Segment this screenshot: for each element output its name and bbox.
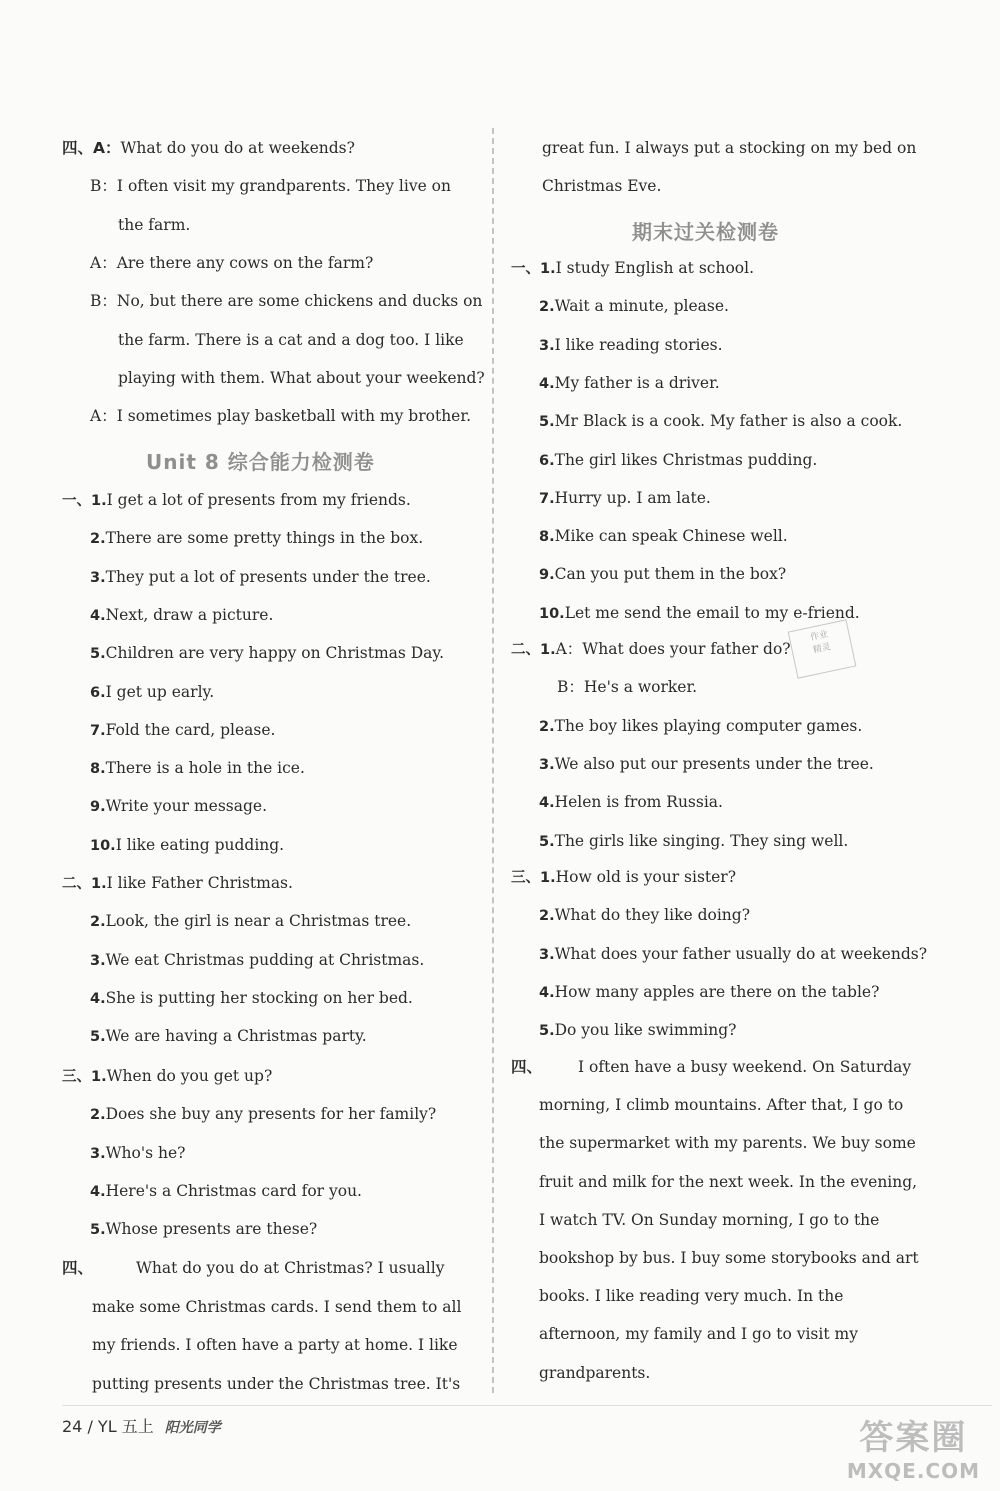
answer-line (90, 835, 284, 856)
item-number: 9. (539, 567, 555, 584)
item-number: 一、1. (511, 261, 556, 277)
item-number: 4. (539, 984, 555, 1001)
item-number: 3. (539, 946, 555, 963)
answer-line (90, 1026, 367, 1047)
passage-text: morning, I climb mountains. After that, I go to (539, 1096, 904, 1115)
item-number: 7. (539, 490, 555, 507)
section-label-line (511, 1057, 542, 1077)
answer-line (539, 792, 723, 813)
dialogue-text: No, but there are some chickens and ducks on (116, 292, 483, 311)
item-text: Write your message. (105, 797, 267, 816)
item-text: Here's a Christmas card for you. (105, 1181, 362, 1200)
passage-line (539, 1286, 843, 1306)
item-text: We are having a Christmas party. (105, 1027, 367, 1046)
passage-text: fruit and milk for the next week. In the evening, (539, 1172, 918, 1191)
item-number: 6. (539, 452, 555, 469)
item-text: The boy likes playing computer games. (554, 716, 863, 735)
item-text: My father is a driver. (554, 373, 720, 392)
item-number: 2. (90, 1107, 106, 1124)
speaker-label: A： (90, 253, 117, 272)
answer-line (539, 1020, 736, 1041)
section-title: 期末过关检测卷 (632, 220, 779, 244)
item-number: 2. (90, 914, 106, 931)
answer-line (90, 643, 444, 664)
section-label: 四、 (511, 1058, 543, 1076)
answer-line (539, 982, 879, 1003)
item-text: How old is your sister? (555, 868, 737, 886)
item-number: 5. (90, 646, 106, 663)
passage-text: I often have a busy weekend. On Saturday (578, 1058, 912, 1076)
item-number: 5. (90, 1029, 106, 1046)
passage-line (539, 1248, 919, 1268)
answer-line (539, 411, 902, 432)
item-number: 三、1. (511, 870, 556, 886)
passage-line (136, 1258, 444, 1278)
item-text: B：He's a worker. (557, 678, 698, 697)
item-number: 2. (90, 531, 106, 548)
item-text: They put a lot of presents under the tree. (105, 567, 431, 586)
section-title: Unit 8 综合能力检测卷 (146, 450, 375, 474)
item-number: 9. (90, 799, 106, 816)
passage-text: books. I like reading very much. In the (539, 1287, 844, 1306)
answer-line (539, 944, 927, 965)
passage-text: Christmas Eve. (542, 177, 662, 196)
item-text: There are some pretty things in the box. (105, 529, 424, 548)
section-label-line (62, 1258, 93, 1278)
section-label: 四、 (62, 1259, 94, 1277)
dialogue-line (118, 330, 464, 350)
item-number: 2. (539, 299, 555, 316)
passage-text: my friends. I often have a party at home. I like (92, 1336, 458, 1354)
item-number: 10. (90, 837, 116, 854)
dialogue-text: What do you do at weekends? (120, 139, 355, 157)
item-text: I get up early. (105, 682, 215, 701)
item-number: 7. (90, 722, 106, 739)
dialogue-line (118, 368, 485, 388)
item-number: 8. (539, 529, 555, 546)
item-text: We eat Christmas pudding at Christmas. (105, 950, 425, 969)
item-text: Wait a minute, please. (554, 297, 729, 316)
item-text: I like eating pudding. (115, 835, 285, 854)
answer-line (90, 911, 411, 932)
item-text: I like Father Christmas. (106, 874, 293, 892)
watermark-logo: 答案圈 (859, 1418, 968, 1458)
item-number: 二、1. (62, 876, 107, 892)
item-text: Can you put them in the box? (554, 565, 787, 584)
page-number: 24 / YL 五上 (62, 1417, 154, 1436)
item-text: There is a hole in the ice. (105, 759, 305, 778)
item-number: 3. (90, 1145, 106, 1162)
item-number: 3. (539, 337, 555, 354)
speaker-label: A： (90, 407, 117, 426)
dialogue-line (62, 138, 355, 158)
item-number: 5. (539, 1023, 555, 1040)
item-number: 10. (539, 605, 565, 622)
item-text: The girls like singing. They sing well. (554, 831, 849, 850)
item-number: 一、1. (62, 493, 107, 509)
passage-line (578, 1057, 911, 1077)
answer-line (539, 564, 786, 585)
answer-line (90, 528, 423, 549)
passage-text: I watch TV. On Sunday morning, I go to the (539, 1210, 880, 1229)
answer-line (557, 677, 697, 698)
dialogue-line (118, 215, 190, 235)
site-watermark (847, 1410, 980, 1483)
dialogue-text: the farm. (118, 215, 191, 234)
stamp-watermark (788, 619, 857, 678)
brand-logo: 阳光同学 (164, 1420, 221, 1436)
answer-line (539, 296, 729, 317)
dialogue-line (90, 291, 482, 311)
passage-text: bookshop by bus. I buy some storybooks and art (539, 1249, 919, 1267)
item-text: Fold the card, please. (105, 720, 276, 739)
passage-line (542, 176, 661, 196)
passage-text: make some Christmas cards. I send them to all (92, 1297, 462, 1316)
item-text: Whose presents are these? (105, 1220, 318, 1239)
item-text: A：What does your father do? (555, 640, 791, 658)
dialogue-text: Are there any cows on the farm? (116, 253, 374, 272)
item-text: Next, draw a picture. (105, 605, 274, 624)
dialogue-line (90, 253, 373, 273)
answer-line (90, 567, 431, 588)
dialogue-text: I sometimes play basketball with my brother. (116, 407, 471, 426)
column-divider (492, 128, 494, 1393)
item-number: 6. (90, 684, 106, 701)
answer-line (62, 1066, 272, 1087)
item-number: 5. (539, 414, 555, 431)
item-text: How many apples are there on the table? (554, 982, 880, 1001)
passage-line (539, 1095, 903, 1115)
passage-line (92, 1374, 460, 1394)
passage-line (539, 1172, 917, 1192)
passage-line (542, 138, 916, 158)
item-text: Helen is from Russia. (554, 793, 723, 812)
item-text: Who's he? (105, 1143, 186, 1162)
item-text: What does your father usually do at weekends? (554, 944, 928, 963)
item-number: 4. (539, 795, 555, 812)
answer-line (539, 716, 862, 737)
answer-line (511, 867, 736, 888)
answer-line (539, 488, 711, 509)
passage-text: great fun. I always put a stocking on my bed on (542, 139, 917, 157)
passage-line (92, 1297, 461, 1317)
item-text: Let me send the email to my e-friend. (564, 603, 860, 622)
page-footer (62, 1414, 221, 1437)
passage-text: putting presents under the Christmas tree. It's (92, 1374, 461, 1393)
item-text: Children are very happy on Christmas Day. (105, 644, 445, 663)
item-text: When do you get up? (106, 1067, 273, 1085)
item-text: I study English at school. (555, 259, 754, 277)
answer-line (539, 831, 848, 852)
footer-rule (62, 1405, 992, 1406)
item-text: What do they like doing? (554, 906, 751, 925)
speaker-label: B： (90, 177, 117, 196)
answer-line (539, 754, 874, 775)
passage-line (539, 1210, 879, 1230)
answer-line (511, 258, 754, 279)
item-number: 4. (90, 990, 106, 1007)
answer-line (90, 720, 275, 741)
answer-line (90, 682, 214, 703)
dialogue-line (90, 406, 471, 426)
item-number: 三、1. (62, 1069, 107, 1085)
answer-line (90, 796, 267, 817)
stamp-line: 精灵 (812, 642, 832, 656)
answer-line (511, 639, 791, 660)
stamp-line: 作业 (809, 629, 830, 644)
item-text: We also put our presents under the tree. (554, 754, 874, 773)
answer-line (539, 603, 860, 624)
answer-line (90, 1219, 317, 1240)
dialogue-text: playing with them. What about your weekend? (118, 368, 485, 387)
item-number: 4. (90, 1183, 106, 1200)
answer-line (90, 605, 273, 626)
item-text: I get a lot of presents from my friends. (106, 491, 411, 509)
item-number: 5. (90, 1222, 106, 1239)
item-text: She is putting her stocking on her bed. (105, 988, 413, 1007)
answer-line (539, 526, 788, 547)
item-number: 8. (90, 761, 106, 778)
answer-line (539, 450, 817, 471)
dialogue-text: the farm. There is a cat and a dog too. I like (118, 330, 464, 349)
passage-text: What do you do at Christmas? I usually (136, 1259, 445, 1277)
answer-line (90, 758, 305, 779)
item-number: 3. (539, 756, 555, 773)
item-number: 4. (539, 375, 555, 392)
dialogue-text: I often visit my grandparents. They live on (116, 177, 451, 196)
item-number: 2. (539, 718, 555, 735)
item-text: Look, the girl is near a Christmas tree. (105, 912, 412, 931)
item-text: Mr Black is a cook. My father is also a cook. (554, 412, 903, 431)
item-text: Do you like swimming? (554, 1021, 737, 1040)
passage-line (92, 1335, 458, 1355)
item-text: Hurry up. I am late. (554, 488, 711, 507)
item-text: I like reading stories. (554, 335, 723, 354)
item-number: 二、1. (511, 642, 556, 658)
item-text: The girl likes Christmas pudding. (554, 450, 818, 469)
speaker-label: B： (90, 292, 117, 311)
item-number: 4. (90, 607, 106, 624)
item-text: Mike can speak Chinese well. (554, 527, 788, 546)
answer-line (62, 490, 411, 511)
item-number: 3. (90, 952, 106, 969)
item-text: Does she buy any presents for her family? (105, 1105, 437, 1124)
passage-line (539, 1133, 916, 1153)
passage-text: the supermarket with my parents. We buy some (539, 1134, 916, 1153)
watermark-url: MXQE.COM (846, 1459, 980, 1483)
passage-line (539, 1324, 858, 1344)
answer-line (90, 1181, 362, 1202)
dialogue-line (90, 176, 451, 196)
answer-line (90, 988, 413, 1009)
answer-line (539, 373, 720, 394)
answer-line (90, 1104, 436, 1125)
answer-line (539, 905, 750, 926)
item-number: 5. (539, 833, 555, 850)
answer-line (62, 873, 293, 894)
passage-line (539, 1363, 650, 1383)
item-number: 2. (539, 908, 555, 925)
passage-text: afternoon, my family and I go to visit my (539, 1325, 858, 1344)
answer-line (90, 950, 424, 971)
answer-line (539, 335, 723, 356)
speaker-label: 四、A： (62, 139, 121, 157)
answer-line (90, 1143, 185, 1164)
item-number: 3. (90, 569, 106, 586)
passage-text: grandparents. (539, 1363, 651, 1382)
